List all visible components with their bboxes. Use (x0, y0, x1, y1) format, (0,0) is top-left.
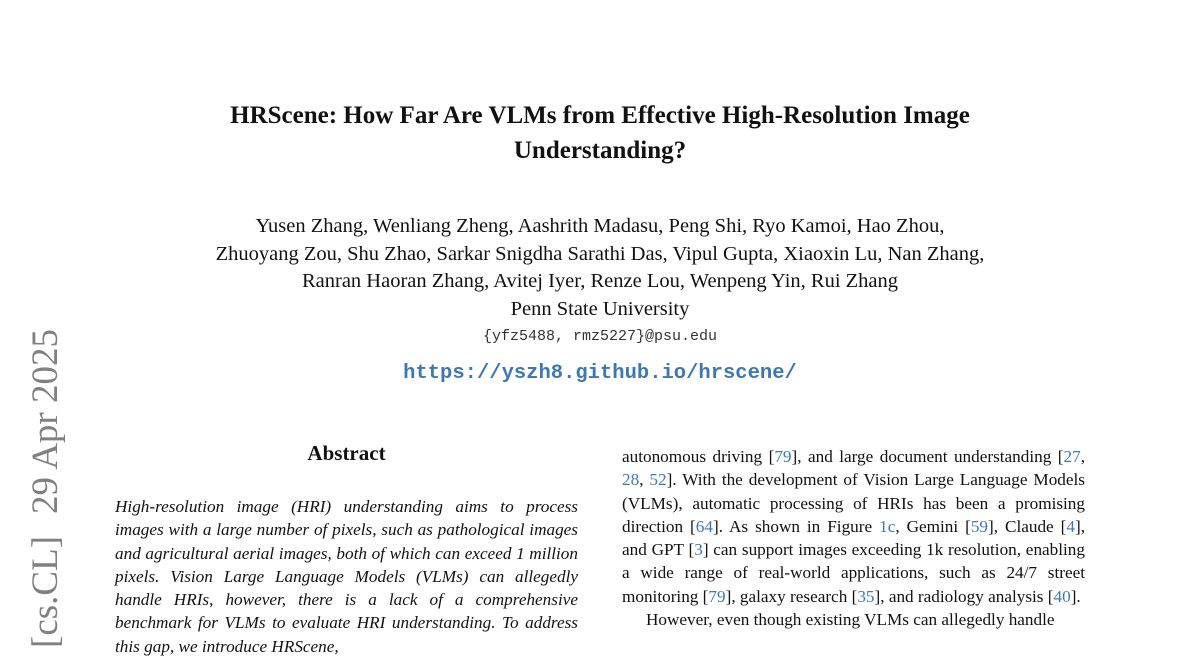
intro-paragraph (622, 445, 1085, 608)
author-email: {yfz5488, rmz5227}@psu.edu (482, 328, 718, 345)
author-line: Ranran Haoran Zhang, Avitej Iyer, Renze Lou, Wenpeng Yin, Rui Zhang (301, 270, 899, 292)
citation-link[interactable]: 64 (695, 516, 713, 536)
citation-link[interactable]: 35 (857, 586, 875, 606)
citation-link[interactable]: 79 (708, 586, 726, 606)
abstract-text: High-resolution image (HRI) understanding aims to process images with a large number of pixels, such as pathological images and agricultural aerial images, both of which can exceed 1 million pixels. Vision Large Language Models (VLMs) can allegedly handle HRIs, however, there is a lack of a comprehensive benchmark for VLMs to evaluate HRI understanding. To address this gap, we introduce HRScene, (115, 497, 578, 656)
body-text: ]. (1070, 586, 1081, 606)
author-block (140, 213, 1060, 323)
citation-link[interactable]: 3 (694, 540, 703, 560)
body-text: ], and large document understanding [ (791, 447, 1064, 466)
body-text: ]. As shown in Figure (712, 516, 880, 536)
arxiv-category: [cs.CL] (25, 536, 66, 648)
body-text: ], Claude [ (988, 516, 1067, 536)
body-text: , (1080, 447, 1085, 466)
intro-paragraph: However, even though existing VLMs can allegedly handle (646, 610, 1055, 630)
arxiv-side-stamp (24, 329, 68, 648)
body-text: , (639, 470, 650, 490)
project-link[interactable]: https://yszh8.github.io/hrscene/ (403, 362, 797, 385)
abstract-heading: Abstract (307, 441, 386, 465)
arxiv-date: 29 Apr 2025 (25, 329, 66, 514)
body-text: ], and GPT [ (622, 516, 1085, 560)
body-text: ], and radiology analysis [ (874, 586, 1054, 606)
citation-link[interactable]: 40 (1053, 586, 1071, 606)
body-text: , Gemini [ (895, 516, 971, 536)
citation-link[interactable]: 28 (622, 470, 640, 490)
affiliation: Penn State University (510, 297, 690, 320)
author-line: Zhuoyang Zou, Shu Zhao, Sarkar Snigdha Sarathi Das, Vipul Gupta, Xiaoxin Lu, Nan Zhang, (215, 242, 985, 265)
body-text: ], galaxy research [ (725, 586, 858, 606)
intro-column (622, 445, 1085, 631)
paper-title: HRScene: How Far Are VLMs from Effective High-Resolution Image Understanding? (230, 102, 970, 164)
figure-link[interactable]: 1c (879, 516, 896, 536)
body-text: autonomous driving [ (622, 447, 775, 466)
citation-link[interactable]: 52 (649, 470, 667, 490)
citation-link[interactable]: 59 (970, 516, 989, 536)
body-text: ] can support images exceeding 1k resolution, enabling a wide range of real-world applications, such as 24/7 street monitoring [ (622, 540, 1085, 606)
citation-link[interactable]: 27 (1063, 447, 1081, 466)
citation-link[interactable]: 79 (774, 447, 792, 466)
citation-link[interactable]: 4 (1066, 516, 1075, 536)
body-text: ]. With the development of Vision Large Language Models (VLMs), automatic processing of HRIs has been a promising direction [ (622, 470, 1085, 536)
author-line: Yusen Zhang, Wenliang Zheng, Aashrith Madasu, Peng Shi, Ryo Kamoi, Hao Zhou, (255, 215, 945, 237)
